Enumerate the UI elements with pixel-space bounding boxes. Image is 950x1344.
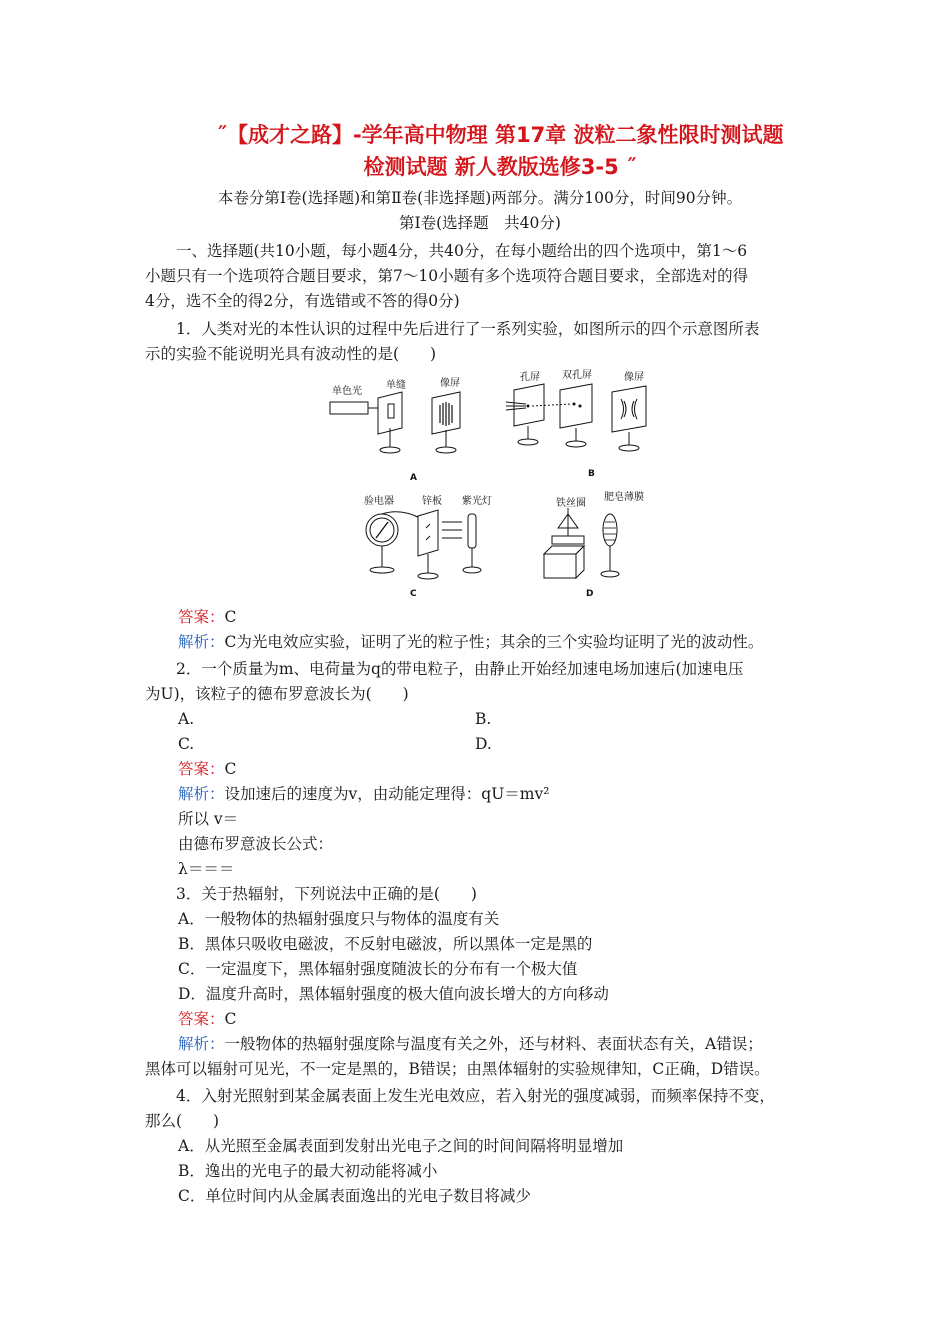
box-front — [544, 554, 576, 578]
panel-a-single-slit — [330, 376, 460, 483]
hole-2 — [579, 405, 582, 408]
section-instructions-1: 一、选择题(共10小题，每小题4分，共40分，在每小题给出的四个选项中，第1～6 — [145, 242, 748, 260]
q2-stem-2: 为U)，该粒子的德布罗意波长为( ) — [145, 685, 409, 703]
screen-b — [612, 386, 646, 432]
q2-answer-value: C — [224, 760, 237, 778]
q3-explain-text-1: 一般物体的热辐射强度除与温度有关之外，还与材料、表面状态有关，A错误； — [224, 1035, 763, 1053]
label-screen-a: 像屏 — [440, 378, 460, 389]
q3-explanation-2: 黑体可以辐射可见光，不一定是黑的，B错误；由黑体辐射的实验规律知，C正确，D错误。 — [145, 1060, 770, 1078]
q3-stem: 3．关于热辐射，下列说法中正确的是( ) — [145, 885, 477, 903]
q1-stem-2: 示的实验不能说明光具有波动性的是( ) — [145, 345, 437, 363]
q1-explain-text: C为光电效应实验，证明了光的粒子性；其余的三个实验均证明了光的波动性。 — [224, 633, 764, 651]
document-title-line2: 检测试题 新人教版选修3-5 ˝ — [363, 155, 637, 179]
screen-a-base — [436, 447, 456, 453]
hole-1 — [573, 403, 576, 406]
part-heading: 第Ⅰ卷(选择题 共40分) — [399, 214, 561, 232]
q2-explanation — [178, 783, 549, 805]
caption-c: C — [410, 589, 417, 599]
document-title-line1: ˝【成才之路】-学年高中物理 第17章 波粒二象性限时测试题 — [216, 123, 784, 147]
label-screen-b: 像屏 — [624, 372, 644, 383]
q2-option-c: C. — [178, 735, 195, 753]
q2-step-3: λ＝＝＝ — [178, 860, 235, 878]
label-single-slit: 单缝 — [386, 380, 406, 391]
label-electroscope: 验电器 — [364, 496, 394, 507]
q1-experiment-figure — [320, 368, 660, 600]
q2-stem-1: 2．一个质量为m、电荷量为q的带电粒子，由静止开始经加速电场加速后(加速电压 — [145, 660, 744, 678]
q3-option-b: B．黑体只吸收电磁波，不反射电磁波，所以黑体一定是黑的 — [178, 935, 593, 953]
label-double-hole: 双孔屏 — [562, 370, 592, 381]
label-uv-lamp: 紫光灯 — [462, 496, 492, 507]
q1-explain-label: 解析： — [178, 633, 225, 651]
soap-film-loop — [603, 514, 617, 546]
label-wire-loop: 铁丝圈 — [556, 498, 586, 509]
q1-stem-1: 1．人类对光的本性认识的过程中先后进行了一系列实验，如图所示的四个示意图所表 — [145, 320, 760, 338]
caption-b: B — [588, 469, 595, 479]
slit — [388, 404, 394, 418]
light-source-box — [330, 402, 368, 414]
q2-step-1: 所以 v＝ — [178, 810, 239, 828]
uv-rays — [442, 522, 462, 538]
q4-option-c: C．单位时间内从金属表面逸出的光电子数目将减少 — [178, 1187, 531, 1205]
film-base — [601, 571, 619, 577]
q2-step-2: 由德布罗意波长公式： — [178, 835, 334, 853]
q2-option-d: D. — [475, 735, 492, 753]
panel-b-double-hole — [506, 368, 646, 479]
double-base — [566, 441, 586, 447]
q3-explanation-1 — [178, 1033, 763, 1055]
zinc-base — [418, 573, 438, 579]
q1-explanation — [178, 631, 763, 653]
q4-stem-1: 4．入射光照射到某金属表面上发生光电效应，若入射光的强度减弱，而频率保持不变， — [145, 1087, 775, 1105]
electroscope-base — [370, 567, 394, 573]
uv-lamp — [468, 514, 476, 548]
q1-answer — [178, 606, 236, 628]
label-soap-film: 肥皂薄膜 — [604, 492, 644, 503]
section-instructions-2: 小题只有一个选项符合题目要求，第7～10小题有多个选项符合题目要求，全部选对的得 — [145, 267, 749, 285]
caption-d: D — [586, 589, 594, 599]
q4-option-a: A．从光照至金属表面到发射出光电子之间的时间间隔将明显增加 — [178, 1137, 624, 1155]
q3-answer-label: 答案： — [178, 1010, 225, 1028]
incident-rays — [506, 402, 526, 410]
panel-d-soap-film — [544, 490, 644, 599]
caption-a: A — [410, 473, 417, 483]
q3-option-d: D．温度升高时，黑体辐射强度的极大值向波长增大的方向移动 — [178, 985, 609, 1003]
label-hole-screen: 孔屏 — [520, 372, 540, 383]
q2-explain-label: 解析： — [178, 785, 225, 803]
q3-answer-value: C — [224, 1010, 237, 1028]
panel-c-photoelectric — [364, 494, 492, 599]
zinc-plate — [418, 510, 438, 556]
screen-b-base — [619, 445, 639, 451]
q3-explain-label: 解析： — [178, 1035, 225, 1053]
hole-base — [518, 439, 538, 445]
q2-option-a: A. — [178, 710, 195, 728]
q3-answer — [178, 1008, 236, 1030]
q1-answer-value: C — [224, 608, 237, 626]
q4-stem-2: 那么( ) — [145, 1112, 220, 1130]
q2-answer-label: 答案： — [178, 760, 225, 778]
single-hole — [527, 405, 530, 408]
q2-explain-text: 设加速后的速度为v，由动能定理得：qU＝mv² — [224, 785, 550, 803]
q4-option-b: B．逸出的光电子的最大初动能将减小 — [178, 1162, 438, 1180]
label-zinc-plate: 锌板 — [422, 496, 442, 507]
slit-base — [380, 447, 400, 453]
label-monochromatic-light: 单色光 — [332, 386, 362, 397]
intro-line: 本卷分第Ⅰ卷(选择题)和第Ⅱ卷(非选择题)两部分。满分100分，时间90分钟。 — [217, 189, 743, 207]
lamp-holder — [552, 536, 584, 544]
q3-option-c: C．一定温度下，黑体辐射强度随波长的分布有一个极大值 — [178, 960, 578, 978]
q2-option-b: B. — [475, 710, 492, 728]
q1-answer-label: 答案： — [178, 608, 225, 626]
q2-answer — [178, 758, 236, 780]
uv-base — [463, 567, 481, 573]
q3-option-a: A．一般物体的热辐射强度只与物体的温度有关 — [178, 910, 500, 928]
double-hole-screen — [560, 384, 592, 428]
section-instructions-3: 4分，选不全的得2分，有选错或不答的得0分) — [145, 292, 460, 310]
